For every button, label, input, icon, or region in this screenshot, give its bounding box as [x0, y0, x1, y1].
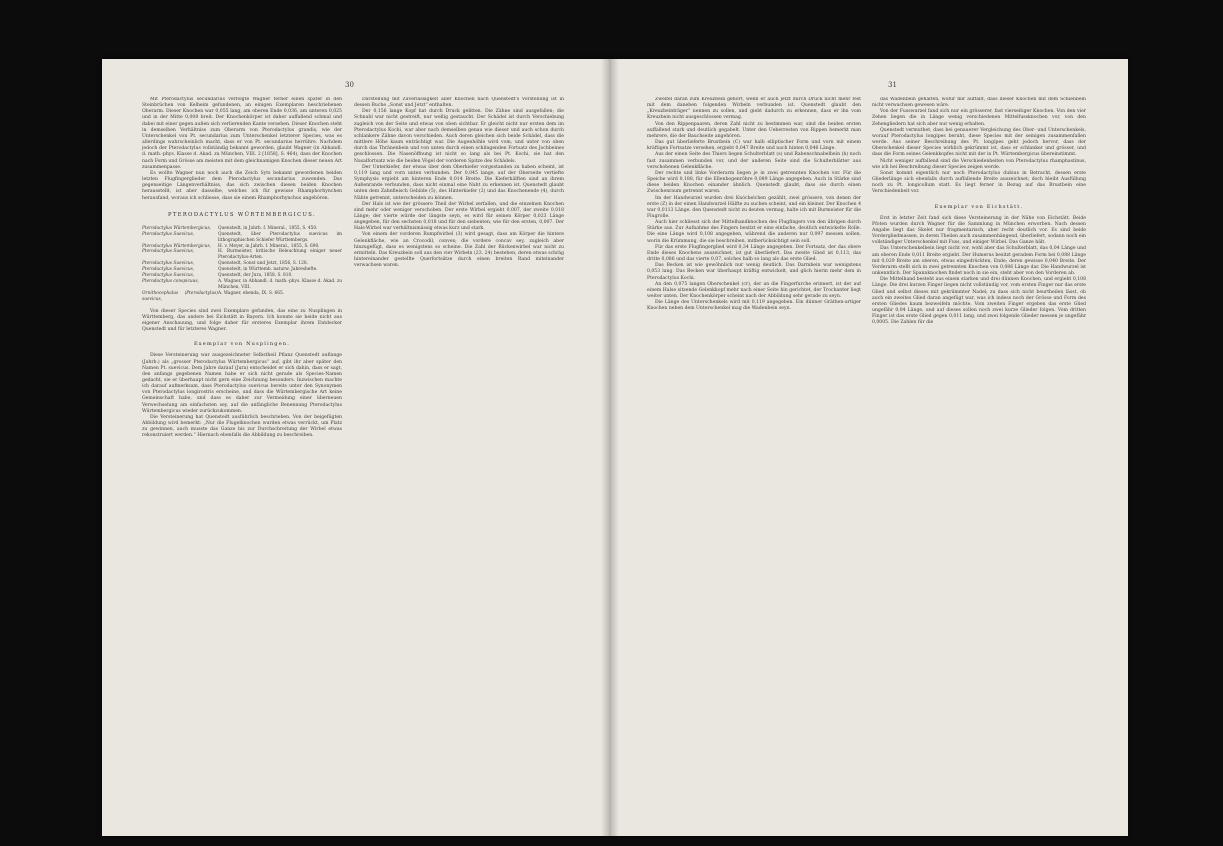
paragraph: Es wollte Wagner nun noch auch die Zeich Syts bekannt gewordenen beiden letzten Flugfingerglieder dem Pterodactylus secundarius zuwenden. Das gegenseitige Längenverhältniss, das sich zwischen diesen beiden Knochen herausstellt, ist aber dasselbe, welches ich für gewisse Rhamphorhynchen herausfand, woraus ich schliesse, dass sie einem Rhamphorhynchus angehören. — [142, 170, 342, 201]
synonym-name: Pterodactylus conspicuus, — [142, 278, 199, 284]
paragraph: Im der Handwurzel wurden drei Knöchelchen gezählt, zwei grössere, von denen der erste (Z) in der einen Handwurzel Hälfte zu suchen scheint, und ein kleiner. Der Knochen 4 war 0,0113 Länge, den Quenstedt nicht zu deuten vermag, halte ich mit Burmeister für die Flugrolle. — [647, 195, 861, 219]
paragraph: An den 0,075 langen Oberschenkel (cr), der an die Fingerfurche erinnert, ist der auf einem Halse sitzende Gelenkkopf mehr nach einer Seite hin gerichtet, der Trochanter liegt weiter unten. Der Knochenkörper scheint nach der Abbildung sehr gerade zu seyn. — [647, 281, 861, 299]
synonym-ref: H. Burmeister, kritische Beleuchtung einiger neuer Pterodactylus-Arten. — [218, 249, 342, 261]
paragraph: Das Becken ist wie gewöhnlich nur wenig deutlich. Das Darmbein war wenigstens 0,053 lang. Das Becken war überhaupt kräftig entwickelt, und glich hierin mehr dem in Pterodactylus Kochi. — [647, 263, 861, 281]
paragraph: Von den Rippenpaaren, deren Zahl nicht zu bestimmen war, sind die beiden ersten auffallend stark und deutlich gegabelt. Unter den Ueberresten von Rippen bemerkt man mehrere, die der Bauchseite angehören. — [647, 121, 861, 139]
paragraph: Darstellung mit Zuverlässigkeit aller Knochen nach Quenstedt's Vorstellung ist in dessen Buche „Sonst und Jetzt“ enthalten. — [354, 97, 564, 109]
left-column-2 — [354, 97, 564, 812]
synonym-name: Pterodactylus Suevicus, — [142, 273, 195, 279]
paragraph: Sonst kommt eigentlich nur noch Pterodactylus dubius in Betracht, dessen erste Gliederlänge sich ebenfalls durch auffallende Breite auszeichnet; doch bleibt Ausfüllung noch zu Pt. longicollum statt. Es liegt ferner in Bezug auf das Brustbein eine Verschiedenheit vor. — [872, 170, 1086, 195]
synonym-ref: Quenstedt, über Pterodactylus suevicus im lithographischen Schiefer Württembergs. — [218, 231, 342, 243]
synonym-name: Pterodactylus Würtembergicus, — [142, 243, 212, 249]
paragraph: das Wadenbein gehalten, wofür mir auffällt, dass dieser Knochen mit dem Schienbein nicht verwachsen gewesen wäre. — [872, 97, 1086, 109]
synonym-ref: A. Wagner, ebenda, IX. S. 665. — [218, 290, 285, 296]
synonym-ref: Quenstedt, der Jura, 1858, S. 810. — [218, 273, 293, 279]
synonym-name: Ornithocephalus (Pterodactylus) suevicus, — [142, 290, 218, 302]
right-page — [614, 59, 1128, 836]
paragraph: Die Versteinerung hat Quenstedt ausführlich beschrieben. Von der beigefügten Abbildung wird bemerkt: „Nur die Flugelknochen wurden etwas verrückt, um Platz zu gewinnen, auch musste das Ganze bis zur Durchschreitung der Wirbel etwas rekonstruiert werden.“ Hiernach ebenfalls die Abbildung zu beschreiben. — [142, 414, 342, 439]
synonym-list — [142, 226, 342, 303]
synonym-row — [142, 279, 342, 291]
synonym-name: Pterodactylus Würtembergicus, — [142, 225, 212, 231]
synonym-name: Pterodactylus Suevicus, — [142, 261, 195, 267]
paragraph: Auch hier schliesst sich der Mittelhandknochen des Flugfingers von den übrigen durch Stärke aus. Zur Aufnahme des Fingers besitzt er eine einfache, deutlich entwickelte Rolle. Die eine Länge wird 0,108 angegeben, während die anderen nur 0,097 messen sollen, worin die Krümmung, die sie beschreiben, mitberücksichtigt sein soll. — [647, 220, 861, 244]
right-column-1 — [647, 97, 861, 812]
synonym-ref: H. v. Meyer, in Jahrb. f. Mineral., 1855, S. 690. — [218, 243, 320, 249]
paragraph: Der 0,156 lange Kopf hat durch Druck gelitten. Die Zähne sind ausgefallen; die Schnabl war nicht gestreift, nur wellig gestaucht. Der Schädel ist durch Verschiebung zugleich von der Seite und etwas von oben sichtbar. Er gleicht nicht nur ersten dem im Pterodactylus Kochi, war aber nach demselben genau wie dieser und auch schon durch schlankere Zähne davon verschieden. Auch deren gleichen sich beide Schädel, dass die mittlere Höhe kaum enträchtigt war. Die Augenhöhle wird vom, und unter von oben durch das Thränenbein und von unten durch einen schlingenden Fortsatz des Jochbeines geschlossen. Die Nasenöffnung ist nicht so lang als bei Pt. Kochi, sie hat den Nasalfortsatz wie die beiden Vögel der vorderen Spitze des Schädels. — [354, 109, 564, 164]
synonym-row — [142, 249, 342, 261]
section-heading: PTERODACTYLUS WÜRTEMBERGICUS. — [167, 211, 317, 218]
synonym-name: Pterodactylus Suevicus, — [142, 267, 195, 273]
paragraph: Nicht weniger auffallend sind die Verschiedenheiten von Pterodactylus rhamphastinus, wie ich bei Beschreibung dieser Species zeigen werde. — [872, 158, 1086, 170]
subsection-heading: Exemplar von Nusplingen. — [193, 341, 291, 348]
paragraph: Aus der einen Seite des Thiers liegen Schulterblatt (s) und Rabenschnabelbein (h) noch fast zusammen verbunden vor, und der anderen Seite sind die Schulterblätter aus verschobenen Gelenkfläche. — [647, 152, 861, 170]
subsection-heading: Exemplar von Eichstätt. — [934, 203, 1024, 210]
left-column-1 — [142, 97, 342, 812]
paragraph: Die Länge des Unterschenkels wird mit 0,119 angegeben. Ein dünner Gräthen-artiger Knochen neben dem Unterschenkel mag die Wadenbein seyn. — [647, 300, 861, 312]
paragraph: Mit Pterodactylus secundarius verfolgte Wagner ferner einen später in den Steinbrüchen von Kelheim gefundenen, an einigen Exemplaren beschriebenen Oberarm. Dieser Knochen war 0,055 lang, am oberen Ende 0,036, am unteren 0,025 und in der Mitte 0,008 breit. Der Knochenkörper ist daher auffallend schmal und dabei mit einer gegen außen sich verlierenden Kante versehen. Dieser Knochen steht in demselben Verhältniss zum Oberarm von Pterodactylus grandis, wie der Unterschenkel von Pt. secundarius zum Unterschenkel letzterer Species, was es allerdings wahrscheinlich macht, dass er von Pt. secundarius herrühre. Nachdem jedoch der Pterodactylus vollständig bekannt geworden, glaubt Wagner (in Abhandl. d. math.-phys. Klasse d. Akad. zu München, VIII. 2 [1858], S. 464), dass der Knochen nach Form und Grösse am meisten mit dem gleichnamigen Knochen dieser neuen Art zusammenpasse. — [142, 97, 342, 170]
synonym-name: Pterodactylus Suevicus, — [142, 249, 195, 255]
synonym-name: Pterodactylus Suevicus, — [142, 231, 195, 237]
synonym-row — [142, 232, 342, 244]
paragraph: Diese Versteinerung war ausgezeichneter Selbstheil Pflanz Quenstedt auflange (Jahrb.) als „grosser Pterodactylus Würtembergicus“ auf, gibt ihr aber später den Namen Pt. suevicus. Dem Jahre darauf (Jura) entscheidet er sich dahin, dass er sagt, den anfangs gegebenen Namen habe er sich nicht gerade als Species-Namen gedacht, sie er überhaupt nicht gern eine Zeichnung besonders. Inzwischen machte ich darauf aufmerksam, dass Pterodactylus suevicus bereits unter den Synonymen von Pterodactylus longirostris erscheine, und dass die Würtembergische Art keine Gemeinschaft habe, und dass es daher zur Vermeidung einer überneuen Verwechselung am einfachsten sey, auf die anfängliche Benennung Pterodactylus Würtembergicus wieder zurückzukommen. — [142, 353, 342, 414]
left-page-number: 30 — [345, 81, 354, 89]
paragraph: Der Hals ist wie der grössere Theil der Wirbel zerfallen, und die einzelnen Knochen sind mehr oder weniger verschoben. Der erste Wirbel ergiebt 0,007, der zweite 0,018 Länge; der vierte würde der längste seyn, es wird für seinen Körper 0,023 Länge angegeben, für den sechsten 0,018 und für den siebenten, wie für den ersten, 0,007. Der Hals-Wirbel war verhältnismässig etwas kurz und stark. — [354, 201, 564, 232]
synonym-row — [142, 291, 342, 303]
left-page — [102, 59, 607, 836]
synonym-ref: Quenstedt, in Württemb. naturw. Jahreshefte. — [218, 267, 318, 273]
synonym-ref: A. Wagner, in Abhandl. d. math.-phys. Klasse d. Akad. zu München, VIII. — [218, 278, 342, 290]
right-column-2 — [872, 97, 1086, 812]
synonym-ref: Quenstedt, Sonst und Jetzt, 1856, S. 128. — [218, 261, 309, 267]
paragraph: Für das erste Flugfingerglied wird 0,34 Länge angegeben. Der Fortsatz, der das obere Ende dieses Knochens auszeichnet, ist gut überliefert. Das zweite Glied ist 0,113, das dritte 0,086 und das vierte 0,07, solches halb so lang als das erste Glied. — [647, 244, 861, 263]
right-page-number: 31 — [888, 81, 897, 89]
paragraph: Die Mittelhand besteht aus einem starken und drei dünnen Knochen, und ergiebt 0,108 Länge. Die drei kurzen Finger liegen nicht vollständig vor, vom ersten Finger nur das erste Glied und selbst dieses mit gekrümmter Nadel; zu dass sich nicht beurtheilen lässt, ob auch ein zweites Glied daran angefügt war, was ich indess noch der Grösse und Form des ersten Gliedes kaum bezweifeln möchte. Vom zweiten Finger ergeben das erste Glied ungefähr 0,04 Länge, und auf dieses sollen noch zwei kurze Glieder folgen. Vom dritten Finger ist das erste Glied gegen 0,011 lang, und zwei folgende Glieder messen je ungefähr 0,0005. Die Zahlen für die — [872, 277, 1086, 326]
paragraph: Das Unterschenkelbein liegt nicht vor, wohl aber das Schulterblatt, das 0,04 Länge und am oberen Ende 0,011 Breite ergiebt. Der Humerus besitzt geradem Form bei 0,088 Länge mit 0,029 Breite am oberen, etwas eingedrückten, Ende; deren gewisse 0,040 Breite. Der Vorderarm stellt sich in zwei getrennten Knochen von 0,086 Länge dar. Die Handwurzel ist unkenntlich. Der Spannknochen findet noch in sie ein, steht aber von den Vorderen ab. — [872, 246, 1086, 277]
paragraph: Der rechte und linke Vorderarm liegen je in zwei getrennten Knochen vor. Für die Speiche wird 0,188, für die Ellenbogenröhre 0,089 Länge angegeben. Auch in Stärke sind diese beiden Knochen einander ähnlich. Quenstedt glaubt, dass sie durch einen Zwischenraum getrennt waren. — [647, 170, 861, 195]
paragraph: Das gut überlieferte Brustbein (C) war halb elliptischer Form und vorn mit einem kräftigen Fortsatze versehen, ergiebt 0,047 Breite und nach hinten 0,046 Länge. — [647, 140, 861, 152]
paragraph: Der Unterkiefer, der etwas über dem Oberkiefer vorgestanden zu haben scheint, ist 0,119 lang und vorn unten verbunden. Der 0,045 lange, auf der Oberseite vertiefte Symphysis ergiebt am hinteren Ende 0,014 Breite. Die Kieferhälften sind an ihrem Außenrande verbunden, dass nicht einmal eine Naht zu erkennen ist. Quenstedt glaubt unten dem Zahnfleisch Gebilde (5), des Hinterkiefer (2) und das Knochenende (4), durch Nähte getrennt, unterscheiden zu können. — [354, 164, 564, 201]
paragraph: Erst in letzter Zeit fand sich diese Versteinerung in der Nähe von Eichstätt. Beide Pfoten wurden durch Wagner für die Sammlung in München erworben. Nach dessen Angabe liegt das Skelet nur fragmentarisch, aber recht deutlich vor. Es sind beide Vordergliedmassen, in deren Theilen auch zusammenhängend, überliefert, sodann noch ein vollständiger Unterschenkel mit Fuss, und einiger Wirbel. Das Ganze hält. — [872, 215, 1086, 246]
synonym-ref: Quenstedt, in Jahrb. f. Mineral., 1855, S. 450. — [218, 225, 318, 231]
paragraph: Zweifel daran zum Kreuzbein gehört, wenn er auch jetzt durch Druck nicht mehr fest mit dem daneben folgenden Wirbeln verbunden ist. Quenstedt glaubt den „Kreuzbeinträger“ nennen zu sollen, und giebt dadurch zu erkennen, dass er ihn vom Kreuzbein nicht ausgeschlossen vermag. — [647, 97, 861, 121]
paragraph: Von einem der vorderen Rumpfwirbel (3) wird gesagt, dass am Körper die hintere Gelenkfläche, wie an Crocodil, convex; die vordere concav sey, zugleich aber hinzugefügt, dass es wenigstens so scheine. Die Zahl der Rückenwirbel war nicht zu ermitteln. Das Kreuzbein soll aus den vier Wirbeln (23. 24) bestehen, deren etwas schräg hintereinander gestellte Querfortsätze durch einen breiten Rand miteinander verwachsen waren. — [354, 232, 564, 269]
paragraph: Quenstedt vermuthet, dass bei genauerer Vergleichung des Ober- und Unterschenkels, worauf Pterodactylus longipes beruht, diese Species mit der seinigen zusammenfallen werde. Aus seiner Beschreibung des Pt. longipes geht jedoch hervor, dass der Oberschenkel dieser Species wirklich gekrümmt ist, dass er schlanker und grösser, und dass die Form seines Gelenkkopfes nicht mit der in Pt. Würtembergicus übereinstimmt. — [872, 127, 1086, 158]
book-spread — [102, 59, 1128, 836]
paragraph: Von dieser Species sind zwei Exemplare gefunden, das eine zu Nusplingen in Württemberg, das andere bei Eichstätt in Bayern. Ich konnte sie beide nicht aus eigener Anschauung, und folge daher für ersteres Exemplar ihrem Entdecker Quenstedt und für letzteres Wagner. — [142, 308, 342, 333]
paragraph: Von der Fusswurzel fand sich nur ein grösserer, fast vierseitiger Knochen. Von den vier Zehen liegen die in Länge wenig verschiedenen Mittelfussknochen vor, von den Zehengliedern hat sich aber nur wenig erhalten. — [872, 109, 1086, 127]
